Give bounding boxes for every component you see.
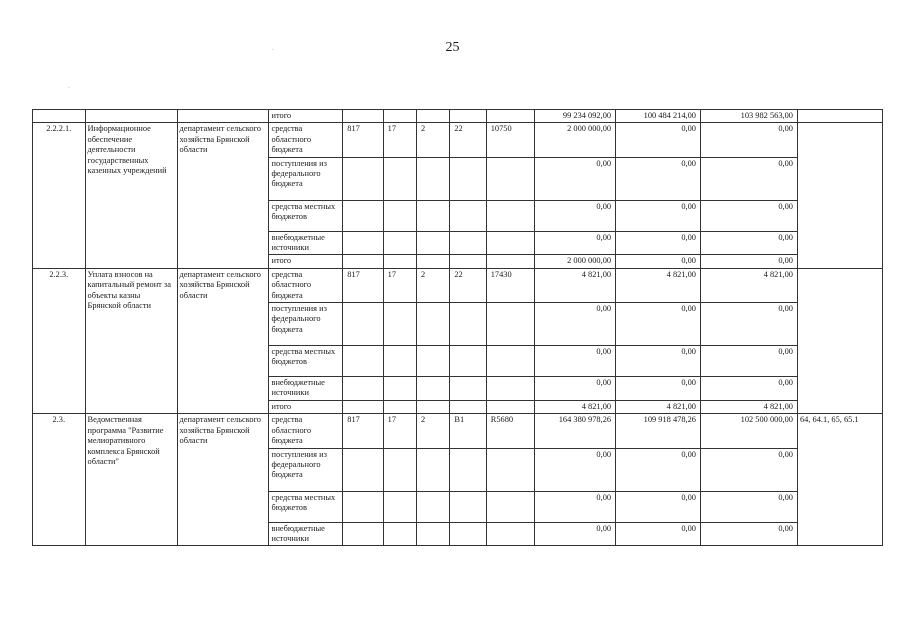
om-code: [450, 522, 486, 546]
om-code: [450, 377, 486, 401]
direction-code: [486, 346, 535, 377]
pgp-code: [417, 231, 450, 255]
amount-year1: 164 380 978,26: [535, 414, 616, 448]
amount-year3: 0,00: [700, 522, 797, 546]
amount-year3: 0,00: [700, 303, 797, 346]
funding-row: [33, 268, 883, 302]
amount-year2: 100 484 214,00: [616, 110, 701, 123]
amount-year2: 0,00: [616, 231, 701, 255]
om-code: [450, 231, 486, 255]
direction-code: [486, 231, 535, 255]
executor: департамент сельского хозяйства Брянской области: [177, 123, 269, 268]
funding-source: внебюджетные источники: [269, 377, 343, 401]
funding-source: поступления из федерального бюджета: [269, 303, 343, 346]
amount-year2: 4 821,00: [616, 268, 701, 302]
grbs-code: [343, 303, 383, 346]
pgp-code: 2: [417, 123, 450, 157]
pgp-code: [417, 522, 450, 546]
amount-year3: 102 500 000,00: [700, 414, 797, 448]
funding-source: средства местных бюджетов: [269, 346, 343, 377]
pgp-code: [417, 377, 450, 401]
amount-year3: 4 821,00: [700, 268, 797, 302]
gp-code: [383, 377, 416, 401]
item-number: 2.3.: [33, 414, 86, 546]
executor: департамент сельского хозяйства Брянской области: [177, 414, 269, 546]
funding-source: средства областного бюджета: [269, 414, 343, 448]
amount-year1: 0,00: [535, 303, 616, 346]
funding-source: средства местных бюджетов: [269, 200, 343, 231]
funding-row: [33, 123, 883, 157]
gp-code: 17: [383, 123, 416, 157]
amount-year3: 0,00: [700, 448, 797, 491]
funding-source: внебюджетные источники: [269, 522, 343, 546]
funding-source: средства областного бюджета: [269, 268, 343, 302]
indicator-refs: 64, 64.1, 65, 65.1: [797, 414, 882, 546]
amount-year2: 0,00: [616, 157, 701, 200]
grbs-code: [343, 522, 383, 546]
gp-code: [383, 157, 416, 200]
pgp-code: 2: [417, 268, 450, 302]
om-code: [450, 255, 486, 268]
direction-code: [486, 303, 535, 346]
indicator-refs: [797, 123, 882, 268]
grbs-code: [343, 400, 383, 413]
direction-code: R5680: [486, 414, 535, 448]
page-number: 25: [445, 40, 460, 55]
amount-year1: 0,00: [535, 448, 616, 491]
grbs-code: [343, 377, 383, 401]
grbs-code: [343, 231, 383, 255]
item-name: Ведомственная программа "Развитие мелиоративного комплекса Брянской области": [85, 414, 177, 546]
grbs-code: [343, 255, 383, 268]
pgp-code: [417, 157, 450, 200]
funding-row: [33, 414, 883, 448]
amount-year2: 0,00: [616, 255, 701, 268]
amount-year2: 0,00: [616, 346, 701, 377]
gp-code: [383, 346, 416, 377]
amount-year1: 4 821,00: [535, 268, 616, 302]
grbs-code: 817: [343, 414, 383, 448]
amount-year3: 0,00: [700, 255, 797, 268]
grbs-code: [343, 346, 383, 377]
gp-code: [383, 491, 416, 522]
amount-year1: 0,00: [535, 522, 616, 546]
pgp-code: [417, 346, 450, 377]
om-code: [450, 346, 486, 377]
funding-source: средства местных бюджетов: [269, 491, 343, 522]
budget-table-wrapper: [32, 109, 883, 546]
amount-year1: 2 000 000,00: [535, 123, 616, 157]
amount-year1: 0,00: [535, 491, 616, 522]
pgp-code: 2: [417, 414, 450, 448]
executor: департамент сельского хозяйства Брянской области: [177, 268, 269, 413]
amount-year3: 0,00: [700, 157, 797, 200]
direction-code: [486, 448, 535, 491]
om-code: [450, 157, 486, 200]
amount-year2: 0,00: [616, 522, 701, 546]
amount-year3: 0,00: [700, 491, 797, 522]
direction-code: [486, 157, 535, 200]
scan-speck: .: [272, 44, 274, 52]
om-code: [450, 448, 486, 491]
scan-speck: .: [68, 82, 70, 90]
funding-source: поступления из федерального бюджета: [269, 157, 343, 200]
pgp-code: [417, 491, 450, 522]
amount-year1: 4 821,00: [535, 400, 616, 413]
direction-code: 10750: [486, 123, 535, 157]
amount-year1: 2 000 000,00: [535, 255, 616, 268]
item-number: 2.2.3.: [33, 268, 86, 413]
grbs-code: [343, 491, 383, 522]
gp-code: 17: [383, 414, 416, 448]
amount-year1: 0,00: [535, 346, 616, 377]
om-code: 22: [450, 123, 486, 157]
amount-year2: 0,00: [616, 491, 701, 522]
grbs-code: [343, 448, 383, 491]
pgp-code: [417, 400, 450, 413]
om-code: 22: [450, 268, 486, 302]
item-name: Информационное обеспечение деятельности государственных казенных учреждений: [85, 123, 177, 268]
grbs-code: 817: [343, 123, 383, 157]
amount-year1: 0,00: [535, 200, 616, 231]
direction-code: [486, 255, 535, 268]
om-code: [450, 491, 486, 522]
funding-source: средства областного бюджета: [269, 123, 343, 157]
pgp-code: [417, 448, 450, 491]
om-code: [450, 303, 486, 346]
amount-year2: 0,00: [616, 200, 701, 231]
amount-year3: 0,00: [700, 377, 797, 401]
amount-year3: 0,00: [700, 200, 797, 231]
grbs-code: 817: [343, 268, 383, 302]
direction-code: [486, 491, 535, 522]
direction-code: [486, 377, 535, 401]
amount-year1: 0,00: [535, 377, 616, 401]
amount-year2: 109 918 478,26: [616, 414, 701, 448]
direction-code: [486, 400, 535, 413]
gp-code: 17: [383, 268, 416, 302]
om-code: В1: [450, 414, 486, 448]
direction-code: [486, 522, 535, 546]
direction-code: 17430: [486, 268, 535, 302]
gp-code: [383, 400, 416, 413]
pgp-code: [417, 303, 450, 346]
gp-code: [383, 255, 416, 268]
amount-year2: 0,00: [616, 303, 701, 346]
grbs-code: [343, 157, 383, 200]
previous-total-row: [33, 110, 883, 123]
gp-code: [383, 303, 416, 346]
om-code: [450, 400, 486, 413]
funding-source: внебюджетные источники: [269, 231, 343, 255]
indicator-refs: [797, 268, 882, 413]
funding-source: поступления из федерального бюджета: [269, 448, 343, 491]
gp-code: [383, 200, 416, 231]
om-code: [450, 200, 486, 231]
total-label: итого: [269, 400, 343, 413]
amount-year3: 0,00: [700, 123, 797, 157]
amount-year2: 0,00: [616, 123, 701, 157]
direction-code: [486, 200, 535, 231]
total-label: итого: [269, 255, 343, 268]
amount-year1: 0,00: [535, 157, 616, 200]
total-label: итого: [269, 110, 343, 123]
amount-year2: 0,00: [616, 448, 701, 491]
amount-year3: 0,00: [700, 346, 797, 377]
amount-year3: 4 821,00: [700, 400, 797, 413]
item-name: Уплата взносов на капитальный ремонт за объекты казны Брянской области: [85, 268, 177, 413]
budget-table: [32, 109, 883, 546]
gp-code: [383, 448, 416, 491]
amount-year1: 99 234 092,00: [535, 110, 616, 123]
amount-year2: 0,00: [616, 377, 701, 401]
pgp-code: [417, 200, 450, 231]
item-number: 2.2.2.1.: [33, 123, 86, 268]
amount-year3: 0,00: [700, 231, 797, 255]
pgp-code: [417, 255, 450, 268]
amount-year3: 103 982 563,00: [700, 110, 797, 123]
amount-year1: 0,00: [535, 231, 616, 255]
gp-code: [383, 231, 416, 255]
grbs-code: [343, 200, 383, 231]
gp-code: [383, 522, 416, 546]
amount-year2: 4 821,00: [616, 400, 701, 413]
